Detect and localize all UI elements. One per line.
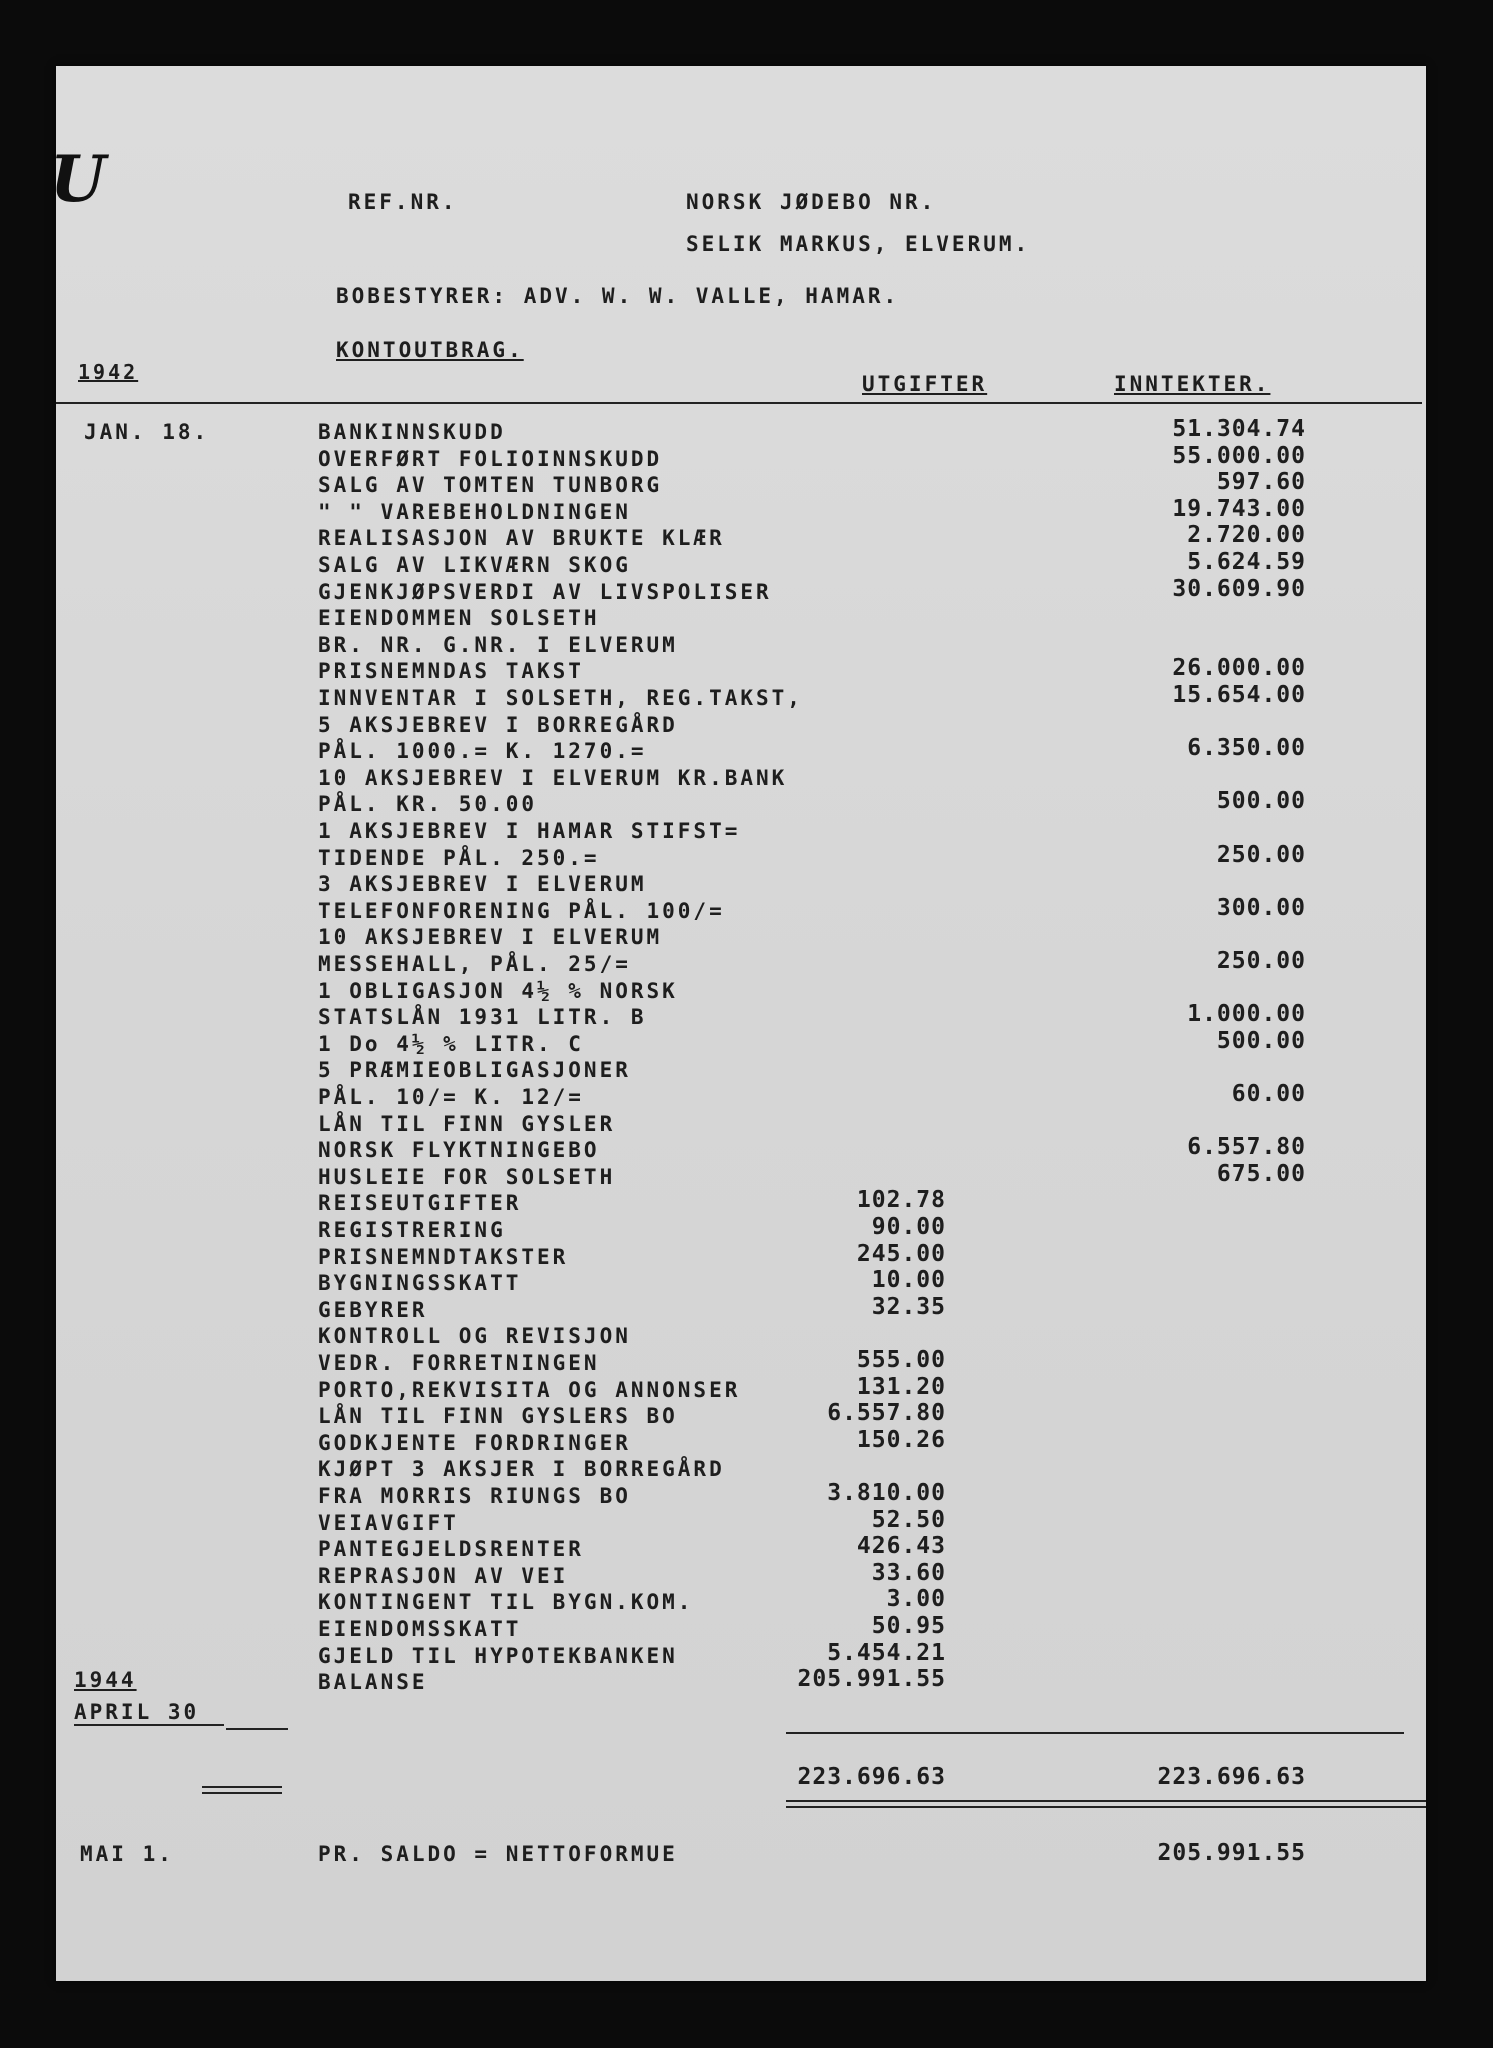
row-description: VEDR. FORRETNINGEN xyxy=(318,1351,600,1375)
row-income: 597.60 xyxy=(1216,469,1306,495)
row-description: 10 AKSJEBREV I ELVERUM KR.BANK xyxy=(318,766,788,790)
row-description: PORTO,REKVISITA OG ANNONSER xyxy=(318,1378,741,1402)
row-description: LÅN TIL FINN GYSLERS BO xyxy=(318,1404,678,1428)
row-income: 300.00 xyxy=(1216,895,1306,921)
row-description: TIDENDE PÅL. 250.= xyxy=(318,846,600,870)
row-description: EIENDOMSSKATT xyxy=(318,1617,522,1641)
row-income: 2.720.00 xyxy=(1187,522,1306,548)
row-description: LÅN TIL FINN GYSLER xyxy=(318,1112,616,1136)
footer-text: PR. SALDO = NETTOFORMUE xyxy=(318,1842,678,1866)
row-income: 675.00 xyxy=(1216,1161,1306,1187)
row-expense: 150.26 xyxy=(856,1427,946,1453)
row-expense: 32.35 xyxy=(871,1294,946,1320)
row-income: 1.000.00 xyxy=(1187,1001,1306,1027)
row-income: 15.654.00 xyxy=(1172,682,1306,708)
year-label: 1942 xyxy=(78,360,139,384)
total-income: 223.696.63 xyxy=(1157,1764,1306,1790)
row-expense: 3.810.00 xyxy=(827,1480,946,1506)
statement-title: KONTOUTBRAG. xyxy=(336,338,524,362)
row-description: HUSLEIE FOR SOLSETH xyxy=(318,1165,616,1189)
row-income: 500.00 xyxy=(1216,788,1306,814)
row-description: PRISNEMNDAS TAKST xyxy=(318,659,584,683)
row-description: STATSLÅN 1931 LITR. B xyxy=(318,1005,647,1029)
estate-name: NORSK JØDEBO NR. xyxy=(686,190,937,214)
row-description: 1 Do 4½ % LITR. C xyxy=(318,1032,584,1056)
row-income: 6.557.80 xyxy=(1187,1134,1306,1160)
row-expense: 10.00 xyxy=(871,1267,946,1293)
row-income: 250.00 xyxy=(1216,948,1306,974)
row-description: REALISASJON AV BRUKTE KLÆR xyxy=(318,526,725,550)
row-income: 19.743.00 xyxy=(1172,496,1306,522)
expenses-header: UTGIFTER xyxy=(862,372,988,396)
row-description: FRA MORRIS RIUNGS BO xyxy=(318,1484,631,1508)
row-description: REISEUTGIFTER xyxy=(318,1191,522,1215)
row-income: 60.00 xyxy=(1231,1081,1306,1107)
row-description: 3 AKSJEBREV I ELVERUM xyxy=(318,872,647,896)
row-description: KJØPT 3 AKSJER I BORREGÅRD xyxy=(318,1457,725,1481)
row-expense: 90.00 xyxy=(871,1214,946,1240)
row-description: TELEFONFORENING PÅL. 100/= xyxy=(318,899,725,923)
row-description: GJENKJØPSVERDI AV LIVSPOLISER xyxy=(318,580,772,604)
row-expense: 102.78 xyxy=(856,1187,946,1213)
balance-date: APRIL 30 xyxy=(74,1700,200,1724)
row-expense: 33.60 xyxy=(871,1560,946,1586)
date-dash xyxy=(226,1728,288,1730)
row-description: PÅL. 1000.= K. 1270.= xyxy=(318,739,647,763)
footer-date: MAI 1. xyxy=(80,1842,174,1866)
subtotal-rule xyxy=(786,1732,1404,1734)
row-description: 5 AKSJEBREV I BORREGÅRD xyxy=(318,713,678,737)
row-description: VEIAVGIFT xyxy=(318,1511,459,1535)
row-description: PÅL. 10/= K. 12/= xyxy=(318,1085,584,1109)
ref-number: REF.NR. xyxy=(348,190,458,214)
row-description: GEBYRER xyxy=(318,1298,428,1322)
person-name: SELIK MARKUS, ELVERUM. xyxy=(686,232,1031,256)
ledger-sheet xyxy=(50,66,1426,1981)
row-description: 1 OBLIGASJON 4½ % NORSK xyxy=(318,979,678,1003)
total-expenses: 223.696.63 xyxy=(797,1764,946,1790)
row-income: 6.350.00 xyxy=(1187,735,1306,761)
row-description: OVERFØRT FOLIOINNSKUDD xyxy=(318,447,663,471)
row-expense: 555.00 xyxy=(856,1347,946,1373)
row-description: REPRASJON AV VEI xyxy=(318,1564,569,1588)
row-description: " " VAREBEHOLDNINGEN xyxy=(318,500,631,524)
row-description: GJELD TIL HYPOTEKBANKEN xyxy=(318,1644,678,1668)
row-description: INNVENTAR I SOLSETH, REG.TAKST, xyxy=(318,686,803,710)
row-expense: 50.95 xyxy=(871,1613,946,1639)
income-header: INNTEKTER. xyxy=(1114,372,1271,396)
row-expense: 131.20 xyxy=(856,1374,946,1400)
row-description: BYGNINGSSKATT xyxy=(318,1271,522,1295)
row-income: 55.000.00 xyxy=(1172,443,1306,469)
row-description: NORSK FLYKTNINGEBO xyxy=(318,1138,600,1162)
row-description: PRISNEMNDTAKSTER xyxy=(318,1245,569,1269)
row-description: BALANSE xyxy=(318,1670,428,1694)
row-description: SALG AV TOMTEN TUNBORG xyxy=(318,473,663,497)
row-description: GODKJENTE FORDRINGER xyxy=(318,1431,631,1455)
left-double-rule-bottom xyxy=(202,1792,282,1794)
total-double-rule-top xyxy=(786,1800,1426,1802)
row-income: 250.00 xyxy=(1216,842,1306,868)
row-description: 1 AKSJEBREV I HAMAR STIFST= xyxy=(318,819,741,843)
row-expense: 6.557.80 xyxy=(827,1400,946,1426)
row-description: 10 AKSJEBREV I ELVERUM xyxy=(318,925,663,949)
total-double-rule-bottom xyxy=(786,1806,1426,1808)
header-rule xyxy=(56,402,1422,404)
row-description: EIENDOMMEN SOLSETH xyxy=(318,606,600,630)
row-income: 51.304.74 xyxy=(1172,416,1306,442)
row-income: 30.609.90 xyxy=(1172,576,1306,602)
row-expense: 5.454.21 xyxy=(827,1640,946,1666)
date-underline xyxy=(74,1724,224,1726)
row-expense: 3.00 xyxy=(886,1586,946,1612)
net-worth-amount: 205.991.55 xyxy=(1157,1840,1306,1866)
row-description: REGISTRERING xyxy=(318,1218,506,1242)
balance-year: 1944 xyxy=(74,1668,137,1692)
handwritten-mark: U xyxy=(50,142,106,217)
administrator: BOBESTYRER: ADV. W. W. VALLE, HAMAR. xyxy=(336,284,900,308)
row-description: PÅL. KR. 50.00 xyxy=(318,792,538,816)
row-description: BR. NR. G.NR. I ELVERUM xyxy=(318,633,678,657)
row-expense: 426.43 xyxy=(856,1533,946,1559)
row-description: KONTINGENT TIL BYGN.KOM. xyxy=(318,1590,694,1614)
row-description: BANKINNSKUDD xyxy=(318,420,506,444)
row-description: KONTROLL OG REVISJON xyxy=(318,1324,631,1348)
row-description: 5 PRÆMIEOBLIGASJONER xyxy=(318,1058,631,1082)
row-expense: 205.991.55 xyxy=(797,1666,946,1692)
row-description: PANTEGJELDSRENTER xyxy=(318,1537,584,1561)
row-income: 500.00 xyxy=(1216,1028,1306,1054)
row-income: 26.000.00 xyxy=(1172,655,1306,681)
row-description: SALG AV LIKVÆRN SKOG xyxy=(318,553,631,577)
row-description: MESSEHALL, PÅL. 25/= xyxy=(318,952,631,976)
row-income: 5.624.59 xyxy=(1187,549,1306,575)
left-double-rule-top xyxy=(202,1786,282,1788)
row-expense: 245.00 xyxy=(856,1241,946,1267)
row-expense: 52.50 xyxy=(871,1507,946,1533)
entry-date: JAN. 18. xyxy=(84,420,210,444)
